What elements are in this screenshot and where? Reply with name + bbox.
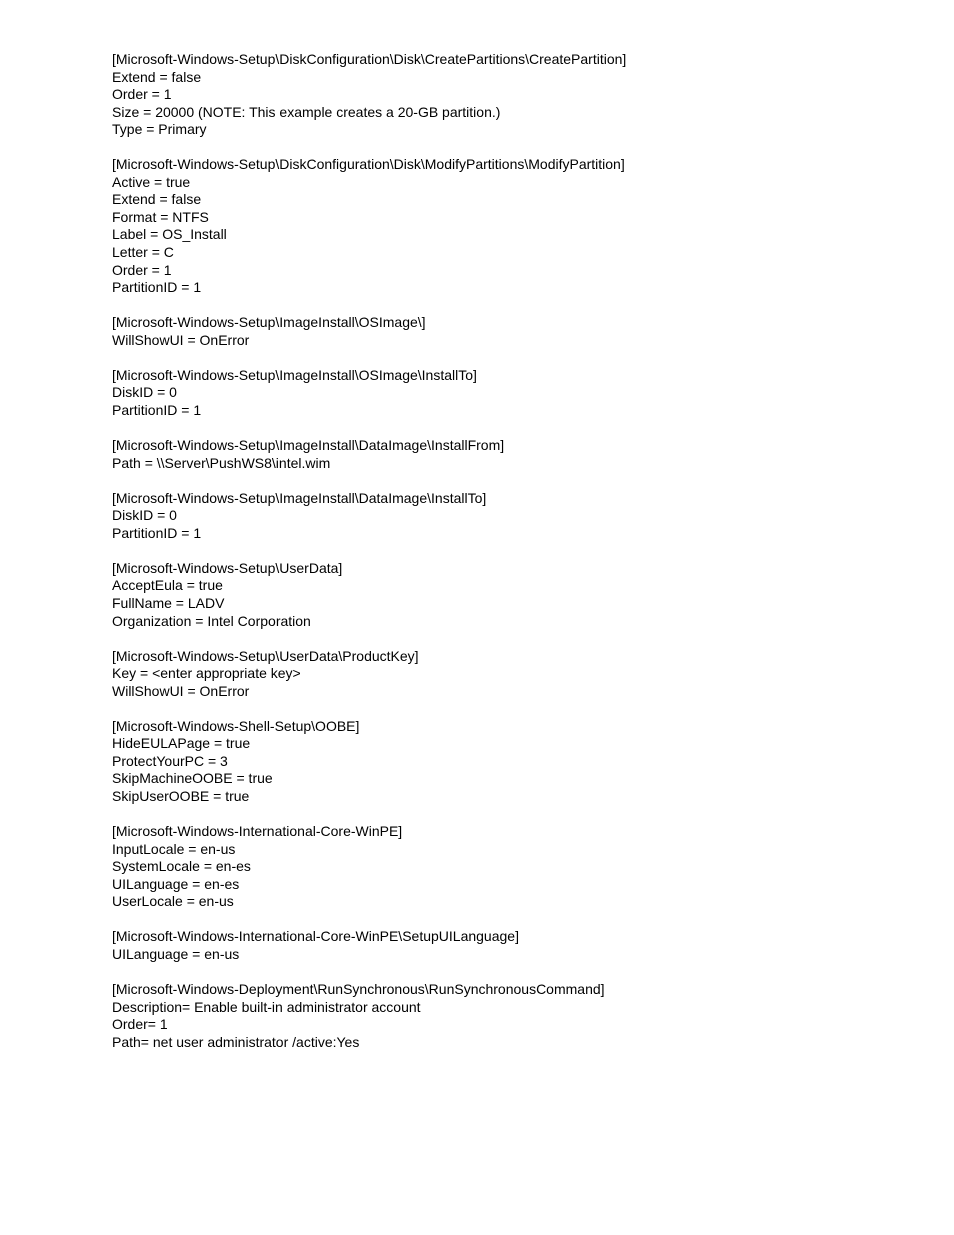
section-header: [Microsoft-Windows-International-Core-WinPE] <box>112 823 403 840</box>
setting-line: DiskID = 0 <box>112 384 177 401</box>
setting-line: UILanguage = en-es <box>112 875 240 892</box>
setting-line: UserLocale = en-us <box>112 893 234 910</box>
setting-line: Order = 1 <box>112 86 172 103</box>
section-header: [Microsoft-Windows-Setup\UserData] <box>112 559 343 576</box>
section-data-image-install-from <box>112 437 912 472</box>
section-run-synchronous-command <box>112 981 912 1051</box>
section-header: [Microsoft-Windows-Setup\DiskConfiguration\Disk\CreatePartitions\CreatePartition] <box>112 51 627 67</box>
setting-line: Order = 1 <box>112 261 172 278</box>
setting-line: DiskID = 0 <box>112 507 177 524</box>
setting-line: Path = \\Server\PushWS8\intel.wim <box>112 454 331 471</box>
setting-line: ProtectYourPC = 3 <box>112 752 228 769</box>
section-create-partition <box>112 51 912 139</box>
setting-line: Key = <enter appropriate key> <box>112 665 301 682</box>
setting-line: SystemLocale = en-es <box>112 858 251 875</box>
setting-line: WillShowUI = OnError <box>112 682 250 699</box>
section-oobe <box>112 718 912 806</box>
setting-line: Size = 20000 (NOTE: This example creates a 20-GB partition.) <box>112 103 501 120</box>
setting-line: Letter = C <box>112 244 174 261</box>
section-international-core-winpe <box>112 823 912 911</box>
section-header: [Microsoft-Windows-Setup\DiskConfiguration\Disk\ModifyPartitions\ModifyPartition] <box>112 156 625 173</box>
section-os-image <box>112 314 912 349</box>
setting-line: PartitionID = 1 <box>112 401 202 418</box>
setting-line: Description= Enable built-in administrator account <box>112 998 421 1015</box>
section-setup-ui-language <box>112 928 912 963</box>
setting-line: AcceptEula = true <box>112 577 223 594</box>
setting-line: Extend = false <box>112 191 202 208</box>
setting-line: FullName = LADV <box>112 594 225 611</box>
document-page <box>112 51 912 1069</box>
setting-line: Organization = Intel Corporation <box>112 612 311 629</box>
setting-line: SkipMachineOOBE = true <box>112 770 273 787</box>
setting-line: Label = OS_Install <box>112 226 227 243</box>
section-product-key <box>112 648 912 701</box>
setting-line: PartitionID = 1 <box>112 279 202 296</box>
setting-line: SkipUserOOBE = true <box>112 787 250 804</box>
section-header: [Microsoft-Windows-Setup\ImageInstall\OSImage\InstallTo] <box>112 366 477 383</box>
setting-line: Type = Primary <box>112 121 207 138</box>
section-header: [Microsoft-Windows-International-Core-WinPE\SetupUILanguage] <box>112 928 519 945</box>
setting-line: WillShowUI = OnError <box>112 331 250 348</box>
setting-line: HideEULAPage = true <box>112 735 251 752</box>
section-header: [Microsoft-Windows-Setup\ImageInstall\DataImage\InstallFrom] <box>112 437 505 454</box>
setting-line: UILanguage = en-us <box>112 945 240 962</box>
section-user-data <box>112 560 912 630</box>
section-header: [Microsoft-Windows-Setup\ImageInstall\OSImage\] <box>112 314 426 331</box>
section-header: [Microsoft-Windows-Setup\ImageInstall\DataImage\InstallTo] <box>112 489 487 506</box>
section-header: [Microsoft-Windows-Deployment\RunSynchronous\RunSynchronousCommand] <box>112 980 605 997</box>
setting-line: InputLocale = en-us <box>112 840 236 857</box>
section-modify-partition <box>112 156 912 296</box>
setting-line: PartitionID = 1 <box>112 524 202 541</box>
setting-line: Order= 1 <box>112 1016 168 1033</box>
section-header: [Microsoft-Windows-Setup\UserData\ProductKey] <box>112 647 419 664</box>
setting-line: Path= net user administrator /active:Yes <box>112 1033 360 1050</box>
section-header: [Microsoft-Windows-Shell-Setup\OOBE] <box>112 717 360 734</box>
setting-line: Active = true <box>112 173 191 190</box>
setting-line: Extend = false <box>112 68 202 85</box>
section-os-image-install-to <box>112 367 912 420</box>
section-data-image-install-to <box>112 490 912 543</box>
setting-line: Format = NTFS <box>112 208 209 225</box>
